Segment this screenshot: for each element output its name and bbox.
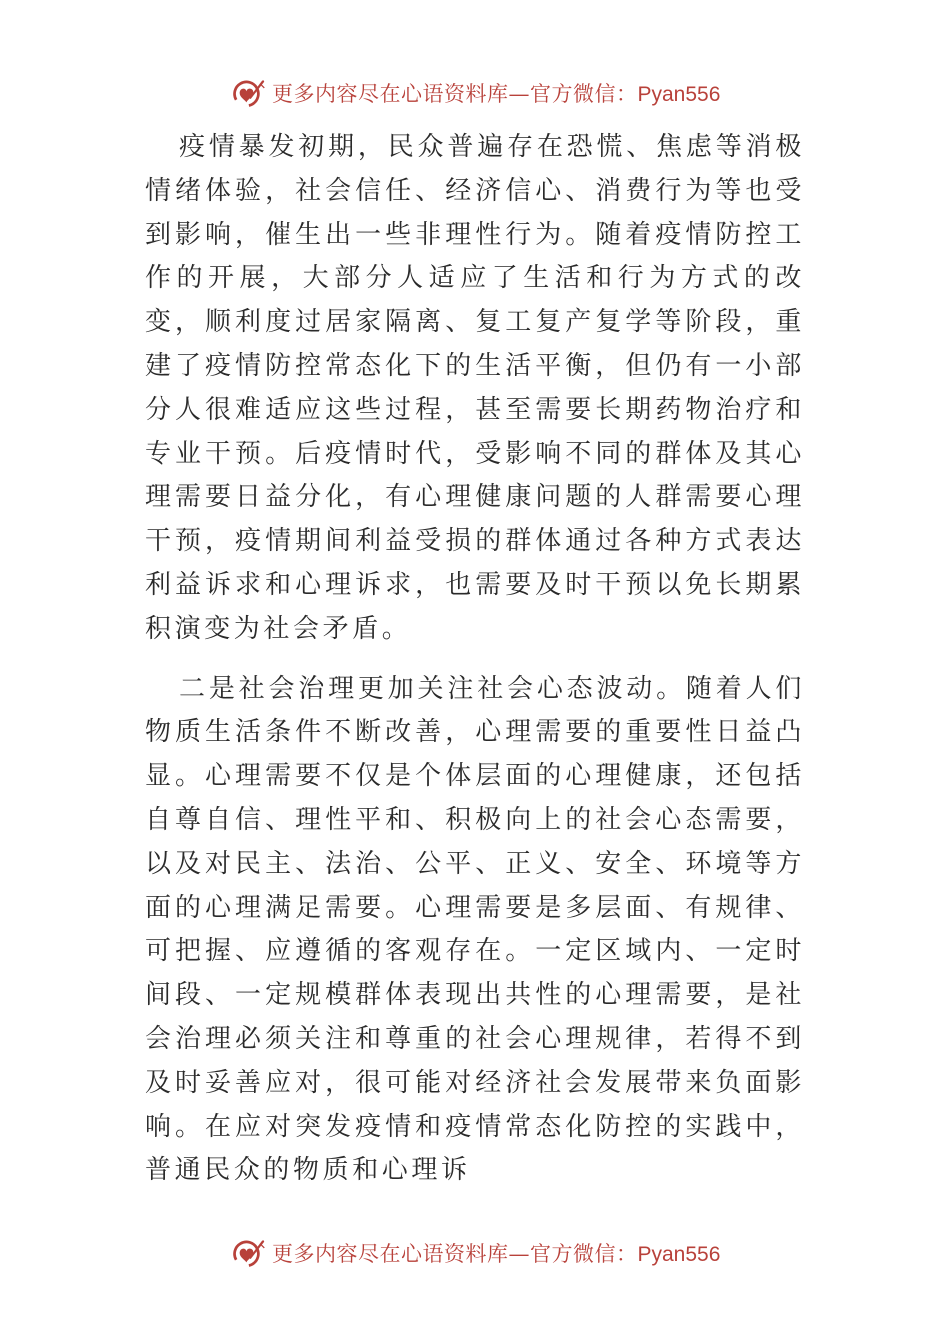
- header-wechat-id: Pyan556: [637, 83, 721, 106]
- paragraph: 疫情暴发初期，民众普遍存在恐慌、焦虑等消极情绪体验，社会信任、经济信心、消费行为等也受到影响，催生出一些非理性行为。随着疫情防控工作的开展，大部分人适应了生活和行为方式的改变，顺利度过居家隔离、复工复产复学等阶段，重建了疫情防控常态化下的生活平衡，但仍有一小部分人很难适应这些过程，甚至需要长期药物治疗和专业干预。后疫情时代，受影响不同的群体及其心理需要日益分化，有心理健康问题的人群需要心理干预，疫情期间利益受损的群体通过各种方式表达利益诉求和心理诉求，也需要及时干预以免长期累积演变为社会矛盾。: [145, 132, 805, 644]
- heart-quill-logo-icon: [232, 1236, 266, 1270]
- header-banner-label: 更多内容尽在心语资料库—官方微信：: [272, 82, 638, 106]
- footer-banner-label: 更多内容尽在心语资料库—官方微信：: [272, 1242, 638, 1266]
- heart-quill-logo-icon: [232, 76, 266, 110]
- header-banner: [232, 73, 720, 113]
- header-banner-text: [272, 78, 720, 108]
- article-body: [145, 126, 805, 1193]
- footer-banner: [232, 1233, 720, 1273]
- footer-banner-text: [272, 1238, 720, 1268]
- paragraph: 二是社会治理更加关注社会心态波动。随着人们物质生活条件不断改善，心理需要的重要性日益凸显。心理需要不仅是个体层面的心理健康，还包括自尊自信、理性平和、积极向上的社会心态需要，以及对民主、法治、公平、正义、安全、环境等方面的心理满足需要。心理需要是多层面、有规律、可把握、应遵循的客观存在。一定区域内、一定时间段、一定规模群体表现出共性的心理需要，是社会治理必须关注和尊重的社会心理规律，若得不到及时妥善应对，很可能对经济社会发展带来负面影响。在应对突发疫情和疫情常态化防控的实践中，普通民众的物质和心理诉: [145, 673, 805, 1186]
- footer-wechat-id: Pyan556: [637, 1243, 721, 1266]
